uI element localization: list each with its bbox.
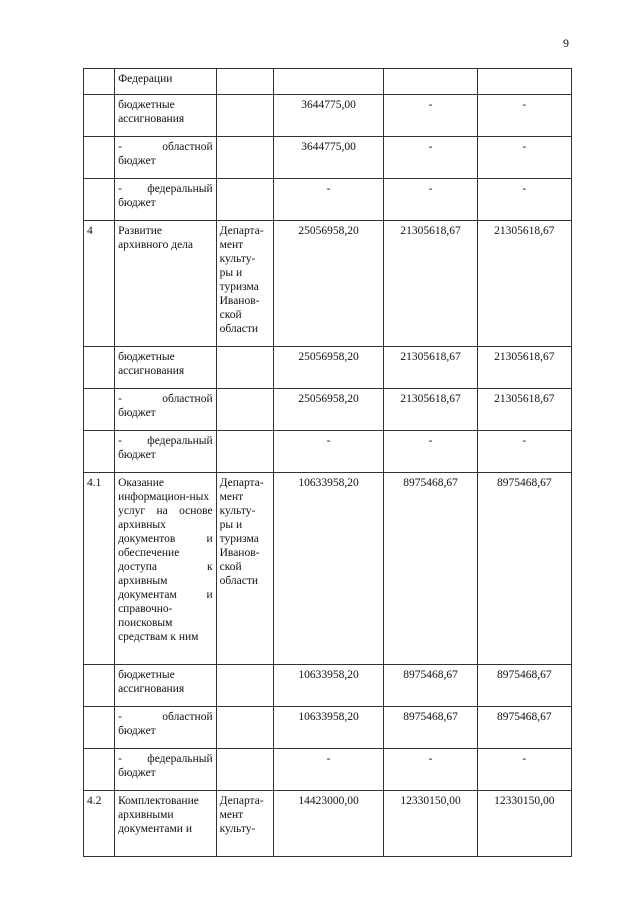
executor-cell	[216, 179, 273, 221]
value-2023-cell: 8975468,67	[477, 473, 571, 665]
value-2022-cell: 21305618,67	[384, 347, 477, 389]
table-row	[84, 137, 572, 179]
code-cell	[84, 137, 115, 179]
executor-cell: Департа- мент культу- ры и туризма Иванов- ской области	[216, 473, 273, 665]
code-cell	[84, 69, 115, 95]
value-2023-cell: -	[477, 431, 571, 473]
page-number: 9	[563, 36, 569, 50]
table-row	[84, 431, 572, 473]
value-2022-cell	[384, 69, 477, 95]
name-cell: - областной бюджет	[115, 137, 217, 179]
value-2022-cell: -	[384, 749, 477, 791]
value-2023-cell: 8975468,67	[477, 665, 571, 707]
value-2021-cell	[273, 69, 384, 95]
code-cell	[84, 707, 115, 749]
value-2022-cell: 21305618,67	[384, 389, 477, 431]
table-row	[84, 347, 572, 389]
table-row	[84, 707, 572, 749]
value-2023-cell: 8975468,67	[477, 707, 571, 749]
table-row	[84, 473, 572, 665]
value-2021-cell: 25056958,20	[273, 347, 384, 389]
value-2022-cell: 8975468,67	[384, 665, 477, 707]
table-row	[84, 791, 572, 857]
table-row	[84, 95, 572, 137]
code-cell: 4	[84, 221, 115, 347]
value-2022-cell: 12330150,00	[384, 791, 477, 857]
executor-cell	[216, 347, 273, 389]
code-cell	[84, 665, 115, 707]
value-2023-cell: -	[477, 749, 571, 791]
name-cell: бюджетные ассигнования	[115, 347, 217, 389]
value-2021-cell: -	[273, 179, 384, 221]
value-2022-cell: -	[384, 137, 477, 179]
table-row	[84, 221, 572, 347]
executor-cell	[216, 431, 273, 473]
name-cell: - федеральный бюджет	[115, 179, 217, 221]
executor-cell	[216, 69, 273, 95]
value-2023-cell: -	[477, 137, 571, 179]
executor-cell	[216, 137, 273, 179]
executor-cell	[216, 389, 273, 431]
name-cell: бюджетные ассигнования	[115, 665, 217, 707]
code-cell	[84, 95, 115, 137]
value-2021-cell: 25056958,20	[273, 389, 384, 431]
value-2021-cell: 10633958,20	[273, 707, 384, 749]
value-2021-cell: 14423000,00	[273, 791, 384, 857]
value-2022-cell: 8975468,67	[384, 473, 477, 665]
name-cell: - областной бюджет	[115, 389, 217, 431]
value-2021-cell: 3644775,00	[273, 95, 384, 137]
value-2022-cell: 21305618,67	[384, 221, 477, 347]
value-2021-cell: 10633958,20	[273, 665, 384, 707]
code-cell	[84, 749, 115, 791]
code-cell	[84, 179, 115, 221]
executor-cell	[216, 707, 273, 749]
value-2021-cell: 3644775,00	[273, 137, 384, 179]
table-row	[84, 749, 572, 791]
name-cell: - федеральный бюджет	[115, 431, 217, 473]
table-row	[84, 69, 572, 95]
name-cell: Федерации	[115, 69, 217, 95]
value-2021-cell: -	[273, 431, 384, 473]
code-cell: 4.2	[84, 791, 115, 857]
budget-table	[83, 68, 572, 857]
value-2023-cell: 21305618,67	[477, 347, 571, 389]
table-row	[84, 179, 572, 221]
value-2023-cell: 21305618,67	[477, 389, 571, 431]
value-2022-cell: -	[384, 95, 477, 137]
code-cell	[84, 389, 115, 431]
executor-cell	[216, 749, 273, 791]
value-2023-cell: 12330150,00	[477, 791, 571, 857]
table-row	[84, 389, 572, 431]
name-cell: - федеральный бюджет	[115, 749, 217, 791]
name-cell: Комплектование архивными документами и	[115, 791, 217, 857]
table-row	[84, 665, 572, 707]
value-2023-cell	[477, 69, 571, 95]
value-2021-cell: 10633958,20	[273, 473, 384, 665]
value-2021-cell: 25056958,20	[273, 221, 384, 347]
code-cell: 4.1	[84, 473, 115, 665]
code-cell	[84, 347, 115, 389]
name-cell: - областной бюджет	[115, 707, 217, 749]
value-2022-cell: 8975468,67	[384, 707, 477, 749]
executor-cell: Департа- мент культу-	[216, 791, 273, 857]
name-cell: Оказание информацион-ных услуг на основе архивных документов и обеспечение доступа к архивным документам и справочно-поисковым средствам к ним	[115, 473, 217, 665]
executor-cell	[216, 95, 273, 137]
executor-cell	[216, 665, 273, 707]
code-cell	[84, 431, 115, 473]
executor-cell: Департа- мент культу- ры и туризма Иванов- ской области	[216, 221, 273, 347]
value-2022-cell: -	[384, 431, 477, 473]
value-2022-cell: -	[384, 179, 477, 221]
name-cell: бюджетные ассигнования	[115, 95, 217, 137]
value-2023-cell: -	[477, 95, 571, 137]
value-2023-cell: 21305618,67	[477, 221, 571, 347]
name-cell: Развитие архивного дела	[115, 221, 217, 347]
value-2023-cell: -	[477, 179, 571, 221]
value-2021-cell: -	[273, 749, 384, 791]
